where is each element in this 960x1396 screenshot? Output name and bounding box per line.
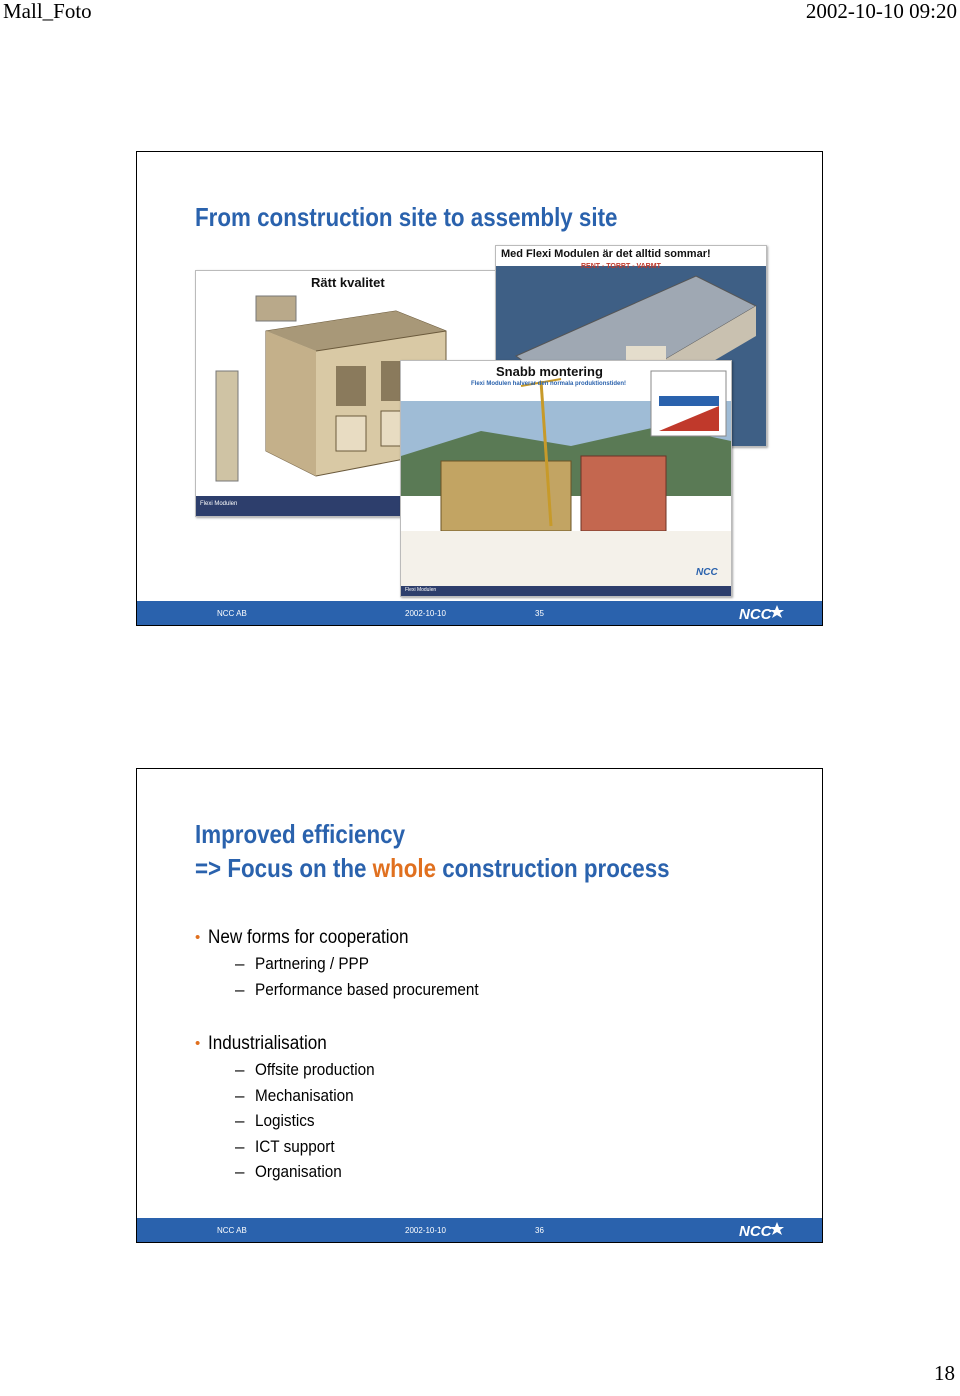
print-datetime: 2002-10-10 09:20 <box>805 0 957 23</box>
dash-icon: – <box>235 1136 245 1156</box>
dash-icon: – <box>235 954 245 973</box>
bullet-item <box>195 925 795 951</box>
footer-date: 2002-10-10 <box>405 609 446 618</box>
bullet-text: Industrialisation <box>208 1033 327 1054</box>
poster-subheading: RENT - TORRT - VARMT <box>581 263 661 270</box>
bullet-item <box>195 1031 795 1057</box>
dash-icon: – <box>235 1111 245 1130</box>
logo-text: NCC <box>739 606 772 623</box>
footer-company: NCC AB <box>217 1226 247 1235</box>
footer-company: NCC AB <box>217 609 247 618</box>
title-line-2 <box>195 851 670 885</box>
footer-page: 35 <box>535 609 544 618</box>
slide-title: From construction site to assembly site <box>195 202 618 232</box>
sub-item-text: Performance based procurement <box>255 979 479 999</box>
slide-35 <box>136 151 823 626</box>
footer-page: 36 <box>535 1226 544 1235</box>
slide-title <box>195 817 747 885</box>
sub-item <box>195 1134 795 1160</box>
dash-icon: – <box>235 1162 245 1181</box>
ncc-logo <box>737 1220 789 1240</box>
sub-item <box>195 1108 795 1134</box>
title-suffix: construction process <box>436 853 670 883</box>
title-accent-word: whole <box>372 853 437 883</box>
ncc-logo <box>737 603 789 623</box>
bullet-dot-icon: • <box>195 929 201 946</box>
page-number: 18 <box>934 1361 955 1385</box>
ncc-logo-small <box>696 564 722 578</box>
poster-heading: Med Flexi Modulen är det alltid sommar! <box>501 248 711 260</box>
logo-text: NCC <box>739 1223 772 1240</box>
poster-subheading: Flexi Modulen halverar den normala produktionstiden! <box>471 381 627 387</box>
title-prefix: => Focus on the <box>195 853 373 883</box>
sub-item <box>195 1083 795 1109</box>
footer-date: 2002-10-10 <box>405 1226 446 1235</box>
poster-caption: Flexi Modulen <box>405 587 437 593</box>
poster-heading: Snabb montering <box>496 364 603 379</box>
print-header <box>0 0 960 24</box>
bullet-text: New forms for cooperation <box>208 927 409 948</box>
sub-item-text: ICT support <box>255 1136 335 1156</box>
star-icon <box>770 605 784 618</box>
title-line-1: Improved efficiency <box>195 819 406 849</box>
bullet-list <box>195 925 795 1185</box>
slide-image-collage <box>195 245 770 600</box>
star-icon <box>770 1222 784 1235</box>
poster-heading: Rätt kvalitet <box>311 275 385 290</box>
assembly-site-illustration <box>401 361 731 596</box>
slide-footer <box>137 1218 822 1242</box>
sub-item <box>195 1159 795 1185</box>
slide-36 <box>136 768 823 1243</box>
sub-item <box>195 1057 795 1083</box>
sub-item-text: Partnering / PPP <box>255 954 369 973</box>
dash-icon: – <box>235 979 245 999</box>
sub-item <box>195 977 795 1003</box>
sub-item-text: Offsite production <box>255 1060 375 1079</box>
svg-text:NCC: NCC <box>696 567 718 578</box>
poster-snabb-montering <box>400 360 732 597</box>
bullet-dot-icon: • <box>195 1035 201 1052</box>
sub-item-text: Mechanisation <box>255 1085 354 1105</box>
sub-item-text: Organisation <box>255 1162 342 1181</box>
dash-icon: – <box>235 1085 245 1105</box>
slide-footer <box>137 601 822 625</box>
poster-caption: Flexi Modulen <box>200 501 238 507</box>
dash-icon: – <box>235 1060 245 1079</box>
sub-item-text: Logistics <box>255 1111 315 1130</box>
sub-item <box>195 951 795 977</box>
file-name: Mall_Foto <box>3 0 92 23</box>
